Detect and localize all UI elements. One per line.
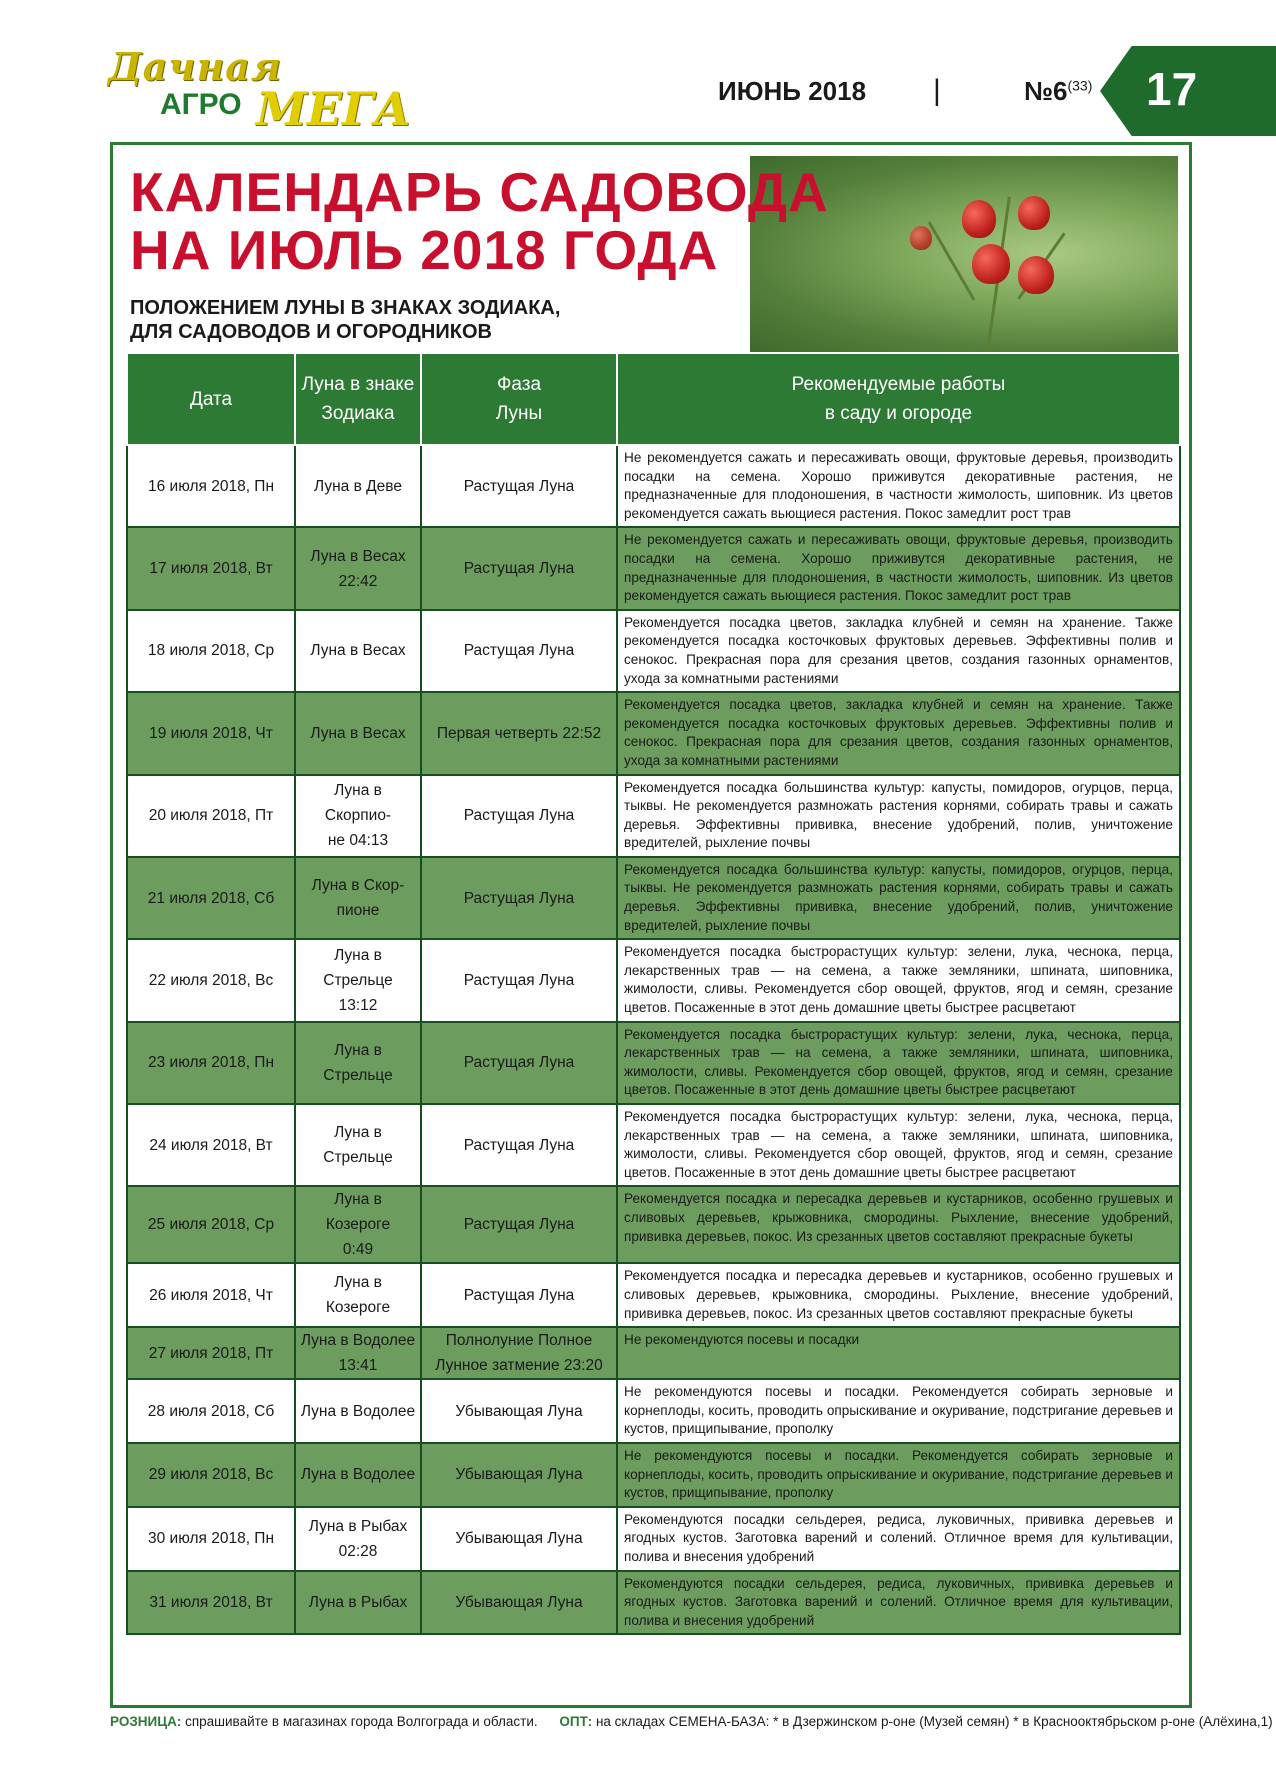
cell-moon-phase: Растущая Луна: [421, 1186, 617, 1263]
table-row: [127, 1263, 1180, 1327]
cell-recommended-work: Рекомендуется посадка быстрорастущих культур: зелени, лука, чеснока, перца, лекарственных трав — на семена, а также земляники, шпината, шиповника, жимолости, сливы. Рекомендуется сбор овощей, фруктов, ягод и семян, срезание цветов. Посаженные в этот день домашние цветы быстрее расцветают: [617, 1022, 1180, 1104]
cell-date: 25 июля 2018, Ср: [127, 1186, 295, 1263]
cell-moon-sign: Луна в Козероге 0:49: [295, 1186, 421, 1263]
table-row: [127, 857, 1180, 939]
wholesale-label: ОПТ:: [559, 1714, 593, 1729]
cell-date: 23 июля 2018, Пн: [127, 1022, 295, 1104]
cell-recommended-work: Не рекомендуются посевы и посадки. Рекомендуется собирать зерновые и корнеплоды, косить, проводить опрыскивание и окуривание, подстригание деревьев и кустов, прищипывание, прополку: [617, 1443, 1180, 1507]
cell-date: 18 июля 2018, Ср: [127, 610, 295, 692]
retail-text: спрашивайте в магазинах города Волгограда и области.: [185, 1714, 538, 1729]
cell-moon-phase: Растущая Луна: [421, 527, 617, 609]
cell-recommended-work: Рекомендуется посадка быстрорастущих культур: зелени, лука, чеснока, перца, лекарственных трав — на семена, а также земляники, шпината, шиповника, жимолости, сливы. Рекомендуется сбор овощей, фруктов, ягод и семян, срезание цветов. Посаженные в этот день домашние цветы быстрее расцветают: [617, 1104, 1180, 1186]
header-separator: |: [933, 74, 941, 107]
logo-line-3: МЕГА: [256, 82, 412, 136]
cell-date: 20 июля 2018, Пт: [127, 775, 295, 857]
cell-recommended-work: Рекомендуется посадка большинства культур: капусты, помидоров, огурцов, перца, тыквы. Не рекомендуется размножать растения корнями, собирать травы и сажать деревья. Эффективны прививка, внесение удобрений, полив, уничтожение вредителей, рыхление почвы: [617, 775, 1180, 857]
strawberry: [962, 200, 996, 238]
cell-date: 26 июля 2018, Чт: [127, 1263, 295, 1327]
table-body: [127, 445, 1180, 1634]
cell-recommended-work: Рекомендуются посадки сельдерея, редиса, луковичных, прививка деревьев и ягодных кустов. Заготовка варений и солений. Отличное время для культивации, полива и внесения удобрений: [617, 1507, 1180, 1571]
garden-calendar-table: [126, 352, 1181, 1635]
cell-moon-phase: Убывающая Луна: [421, 1571, 617, 1635]
cell-moon-phase: Растущая Луна: [421, 1263, 617, 1327]
retail-label: РОЗНИЦА:: [110, 1714, 182, 1729]
cell-date: 28 июля 2018, Сб: [127, 1379, 295, 1443]
cell-date: 19 июля 2018, Чт: [127, 692, 295, 774]
cell-moon-sign: Луна в Скорпио- не 04:13: [295, 775, 421, 857]
strawberry: [972, 244, 1010, 284]
cell-moon-sign: Луна в Весах 22:42: [295, 527, 421, 609]
strawberry: [1018, 256, 1054, 294]
page-title: КАЛЕНДАРЬ САДОВОДА НА ИЮЛЬ 2018 ГОДА: [130, 161, 829, 281]
header-date: Дата: [127, 353, 295, 445]
issue-number-main: №6: [1024, 76, 1068, 106]
cell-moon-sign: Луна в Скор- пионе: [295, 857, 421, 939]
cell-moon-phase: Первая четверть 22:52: [421, 692, 617, 774]
table-row: [127, 775, 1180, 857]
cell-moon-sign: Луна в Стрельце 13:12: [295, 939, 421, 1021]
cell-moon-sign: Луна в Стрельце: [295, 1104, 421, 1186]
cell-moon-phase: Полнолуние Полное Лунное затмение 23:20: [421, 1327, 617, 1379]
issue-month: ИЮНЬ 2018: [718, 76, 867, 106]
issue-number-total: (33): [1067, 77, 1093, 94]
table-row: [127, 445, 1180, 527]
header-moon-sign: Луна в знаке Зодиака: [295, 353, 421, 445]
table-row: [127, 692, 1180, 774]
cell-date: 30 июля 2018, Пн: [127, 1507, 295, 1571]
cell-moon-sign: Луна в Весах: [295, 610, 421, 692]
cell-date: 17 июля 2018, Вт: [127, 527, 295, 609]
cell-moon-phase: Растущая Луна: [421, 445, 617, 527]
wholesale-text: на складах СЕМЕНА-БАЗА: * в Дзержинском р-оне (Музей семян) * в Краснооктябрьском р-оне (Алёхина,1): [595, 1714, 1273, 1729]
header-recommended-work: Рекомендуемые работы в саду и огороде: [617, 353, 1180, 445]
cell-recommended-work: Не рекомендуются посевы и посадки: [617, 1327, 1180, 1379]
cell-recommended-work: Не рекомендуются посевы и посадки. Рекомендуется собирать зерновые и корнеплоды, косить, проводить опрыскивание и окуривание, подстригание деревьев и кустов, прищипывание, прополку: [617, 1379, 1180, 1443]
cell-moon-sign: Луна в Водолее: [295, 1443, 421, 1507]
cell-moon-sign: Луна в Козероге: [295, 1263, 421, 1327]
cell-recommended-work: Не рекомендуется сажать и пересаживать овощи, фруктовые деревья, производить посадки на семена. Хорошо приживутся декоративные растения, не предназначенные для плодоношения, в частности жимолость, шиповник. Из цветов рекомендуется сажать вьющиеся растения. Покос замедлит рост трав: [617, 445, 1180, 527]
cell-date: 29 июля 2018, Вс: [127, 1443, 295, 1507]
cell-date: 21 июля 2018, Сб: [127, 857, 295, 939]
cell-recommended-work: Рекомендуется посадка и пересадка деревьев и кустарников, особенно грушевых и сливовых деревьев, крыжовника, смородины. Рыхление, внесение удобрений, прививка деревьев, покос. Из срезанных цветов составляют прекрасные букеты: [617, 1186, 1180, 1263]
footer: [110, 1714, 1273, 1729]
table-row: [127, 610, 1180, 692]
cell-moon-phase: Убывающая Луна: [421, 1507, 617, 1571]
cell-moon-phase: Растущая Луна: [421, 775, 617, 857]
cell-moon-phase: Растущая Луна: [421, 1022, 617, 1104]
logo: [104, 44, 412, 144]
table-header-row: [127, 353, 1180, 445]
issue-number: [1024, 76, 1092, 107]
table-row: [127, 1104, 1180, 1186]
cell-recommended-work: Рекомендуется посадка цветов, закладка клубней и семян на хранение. Также рекомендуется посадка косточковых фруктовых деревьев. Эффективны полив и сенокос. Прекрасная пора для срезания цветов, создания газонных орнаментов, ухода за комнатными растениями: [617, 610, 1180, 692]
cell-moon-sign: Луна в Деве: [295, 445, 421, 527]
cell-recommended-work: Рекомендуется посадка быстрорастущих культур: зелени, лука, чеснока, перца, лекарственных трав — на семена, а также земляники, шпината, шиповника, жимолости, сливы. Рекомендуется сбор овощей, фруктов, ягод и семян, срезание цветов. Посаженные в этот день домашние цветы быстрее расцветают: [617, 939, 1180, 1021]
logo-line-1: Дачная: [108, 44, 283, 89]
table-row: [127, 1443, 1180, 1507]
cell-moon-phase: Убывающая Луна: [421, 1443, 617, 1507]
cell-moon-sign: Луна в Весах: [295, 692, 421, 774]
cell-recommended-work: Рекомендуется посадка большинства культур: капусты, помидоров, огурцов, перца, тыквы. Не рекомендуется размножать растения корнями, собирать травы и сажать деревья. Эффективны прививка, внесение удобрений, полив, уничтожение вредителей, рыхление почвы: [617, 857, 1180, 939]
cell-moon-sign: Луна в Стрельце: [295, 1022, 421, 1104]
cell-moon-phase: Растущая Луна: [421, 857, 617, 939]
table-row: [127, 1022, 1180, 1104]
table-row: [127, 1327, 1180, 1379]
cell-recommended-work: Рекомендуется посадка и пересадка деревьев и кустарников, особенно грушевых и сливовых деревьев, крыжовника, смородины. Рыхление, внесение удобрений, прививка деревьев, покос. Из срезанных цветов составляют прекрасные букеты: [617, 1263, 1180, 1327]
page-number: 17: [1146, 63, 1198, 115]
table-row: [127, 939, 1180, 1021]
cell-moon-phase: Растущая Луна: [421, 939, 617, 1021]
table-row: [127, 1571, 1180, 1635]
cell-recommended-work: Рекомендуются посадки сельдерея, редиса, луковичных, прививка деревьев и ягодных кустов. Заготовка варений и солений. Отличное время для культивации, полива и внесения удобрений: [617, 1571, 1180, 1635]
cell-moon-sign: Луна в Водолее 13:41: [295, 1327, 421, 1379]
cell-moon-sign: Луна в Рыбах 02:28: [295, 1507, 421, 1571]
page-subtitle: ПОЛОЖЕНИЕМ ЛУНЫ В ЗНАКАХ ЗОДИАКА, ДЛЯ САДОВОДОВ И ОГОРОДНИКОВ: [130, 297, 561, 343]
cell-moon-phase: Убывающая Луна: [421, 1379, 617, 1443]
logo-line-2: АГРО: [160, 88, 242, 121]
cell-moon-sign: Луна в Водолее: [295, 1379, 421, 1443]
cell-date: 22 июля 2018, Вс: [127, 939, 295, 1021]
cell-recommended-work: Не рекомендуется сажать и пересаживать овощи, фруктовые деревья, производить посадки на семена. Хорошо приживутся декоративные растения, не предназначенные для плодоношения, в частности жимолость, шиповник. Из цветов рекомендуется сажать вьющиеся растения. Покос замедлит рост трав: [617, 527, 1180, 609]
cell-moon-sign: Луна в Рыбах: [295, 1571, 421, 1635]
table-row: [127, 527, 1180, 609]
header-moon-phase: Фаза Луны: [421, 353, 617, 445]
cell-recommended-work: Рекомендуется посадка цветов, закладка клубней и семян на хранение. Также рекомендуется посадка косточковых фруктовых деревьев. Эффективны полив и сенокос. Прекрасная пора для срезания цветов, создания газонных орнаментов, ухода за комнатными растениями: [617, 692, 1180, 774]
table-row: [127, 1186, 1180, 1263]
table-row: [127, 1379, 1180, 1443]
cell-date: 31 июля 2018, Вт: [127, 1571, 295, 1635]
cell-date: 24 июля 2018, Вт: [127, 1104, 295, 1186]
strawberry: [1018, 196, 1050, 230]
table-row: [127, 1507, 1180, 1571]
strawberry: [910, 226, 932, 250]
cell-moon-phase: Растущая Луна: [421, 610, 617, 692]
cell-date: 16 июля 2018, Пн: [127, 445, 295, 527]
cell-date: 27 июля 2018, Пт: [127, 1327, 295, 1379]
cell-moon-phase: Растущая Луна: [421, 1104, 617, 1186]
